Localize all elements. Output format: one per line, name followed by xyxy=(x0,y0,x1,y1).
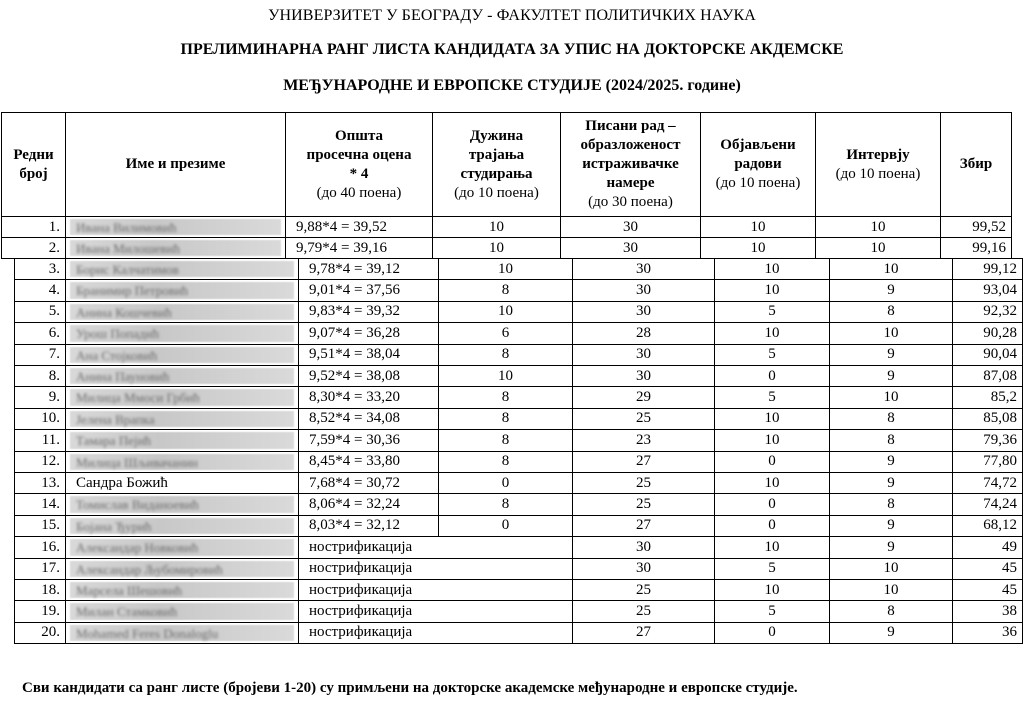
redacted-name-blur xyxy=(70,389,294,405)
cell-rank: 20. xyxy=(14,622,66,644)
cell-duration: 10 xyxy=(438,301,573,323)
column-header-interview xyxy=(815,112,941,217)
redacted-name-blur xyxy=(70,582,294,598)
redacted-name-blur xyxy=(70,539,294,555)
redacted-name-text: Бојана Ђурић xyxy=(76,518,152,534)
cell-duration: 8 xyxy=(438,344,573,366)
cell-published: 10 xyxy=(714,536,830,558)
cell-published: 10 xyxy=(700,216,816,238)
cell-gpa: 9,07*4 = 36,28 xyxy=(298,322,439,344)
candidate-name xyxy=(65,515,299,537)
redacted-name-blur xyxy=(70,219,281,235)
cell-paper: 30 xyxy=(572,558,715,580)
list-title: ПРЕЛИМИНАРНА РАНГ ЛИСТА КАНДИДАТА ЗА УПИС НА ДОКТОРСКЕ АКДЕМСКЕ xyxy=(180,41,844,58)
cell-interview: 10 xyxy=(829,558,953,580)
redacted-name-blur xyxy=(70,325,294,341)
redacted-name-blur xyxy=(70,368,294,384)
cell-rank: 7. xyxy=(14,344,66,366)
cell-total: 85,2 xyxy=(952,386,1023,408)
column-header-paper xyxy=(560,112,701,217)
cell-published: 0 xyxy=(714,493,830,515)
cell-published: 5 xyxy=(714,301,830,323)
cell-published: 0 xyxy=(714,515,830,537)
cell-rank: 2. xyxy=(1,237,66,259)
cell-interview: 10 xyxy=(815,237,941,259)
cell-published: 10 xyxy=(714,579,830,601)
cell-rank: 3. xyxy=(14,258,66,280)
redacted-name-text: Ана Стојковић xyxy=(76,347,158,363)
cell-gpa: 8,03*4 = 32,12 xyxy=(298,515,439,537)
cell-interview: 9 xyxy=(829,515,953,537)
cell-interview: 10 xyxy=(829,579,953,601)
column-header-rank-line: број xyxy=(19,165,48,182)
cell-rank: 8. xyxy=(14,365,66,387)
cell-gpa: нострификација xyxy=(298,622,573,644)
cell-paper: 30 xyxy=(560,237,701,259)
cell-duration: 6 xyxy=(438,322,573,344)
column-header-rank-line: Редни xyxy=(13,146,54,163)
cell-rank: 9. xyxy=(14,386,66,408)
cell-duration: 8 xyxy=(438,451,573,473)
cell-gpa: 7,59*4 = 30,36 xyxy=(298,429,439,451)
cell-interview: 9 xyxy=(829,622,953,644)
cell-paper: 25 xyxy=(572,579,715,601)
cell-published: 10 xyxy=(714,258,830,280)
redacted-name-text: Милица Ммоси Грбић xyxy=(76,390,200,406)
cell-total: 90,28 xyxy=(952,322,1023,344)
column-header-total-label: Збир xyxy=(959,156,993,172)
cell-total: 38 xyxy=(952,600,1023,622)
cell-total: 93,04 xyxy=(952,279,1023,301)
cell-total: 68,12 xyxy=(952,515,1023,537)
candidate-name xyxy=(65,237,286,259)
column-header-duration-line: трајања xyxy=(468,146,525,163)
cell-rank: 6. xyxy=(14,322,66,344)
cell-published: 0 xyxy=(714,365,830,387)
cell-rank: 15. xyxy=(14,515,66,537)
column-header-rank xyxy=(1,112,66,217)
candidate-name-text xyxy=(76,473,168,493)
cell-interview: 9 xyxy=(829,451,953,473)
cell-total: 74,24 xyxy=(952,493,1023,515)
cell-gpa: 9,52*4 = 38,08 xyxy=(298,365,439,387)
cell-gpa: нострификација xyxy=(298,536,573,558)
cell-rank: 13. xyxy=(14,472,66,494)
cell-duration: 0 xyxy=(438,472,573,494)
cell-paper: 28 xyxy=(572,322,715,344)
cell-total: 99,12 xyxy=(952,258,1023,280)
cell-total: 99,52 xyxy=(940,216,1012,238)
candidate-name xyxy=(65,472,299,494)
cell-rank: 4. xyxy=(14,279,66,301)
candidate-name xyxy=(65,258,299,280)
column-header-published-line: Објављени xyxy=(720,137,796,153)
column-header-name-label: Име и презиме xyxy=(125,156,226,172)
cell-paper: 25 xyxy=(572,408,715,430)
cell-paper: 29 xyxy=(572,386,715,408)
cell-duration: 10 xyxy=(432,216,561,238)
candidate-name xyxy=(65,579,299,601)
cell-duration: 10 xyxy=(438,365,573,387)
cell-paper: 27 xyxy=(572,622,715,644)
redacted-name-text: Ивана Милошевић xyxy=(76,241,180,256)
cell-total: 74,72 xyxy=(952,472,1023,494)
redacted-name-text: Александар Новковић xyxy=(76,540,199,556)
column-header-name xyxy=(65,112,286,217)
cell-published: 5 xyxy=(714,600,830,622)
redacted-name-text: Борис Калчатимов xyxy=(76,262,179,277)
cell-gpa: 9,79*4 = 39,16 xyxy=(285,237,433,259)
candidate-name xyxy=(65,622,299,644)
candidate-name xyxy=(65,344,299,366)
cell-gpa: 8,52*4 = 34,08 xyxy=(298,408,439,430)
redacted-name-text: Милан Стамковић xyxy=(76,604,178,620)
cell-gpa: нострификација xyxy=(298,579,573,601)
candidate-name xyxy=(65,408,299,430)
cell-total: 49 xyxy=(952,536,1023,558)
cell-duration: 8 xyxy=(438,279,573,301)
cell-interview: 10 xyxy=(829,258,953,280)
cell-published: 10 xyxy=(714,429,830,451)
column-header-paper-line: Писани рад – xyxy=(585,118,676,134)
redacted-name-text: Томислав Виданоевић xyxy=(76,497,199,513)
cell-total: 79,36 xyxy=(952,429,1023,451)
redacted-name-blur xyxy=(70,304,294,320)
cell-published: 0 xyxy=(714,622,830,644)
cell-gpa: нострификација xyxy=(298,600,573,622)
redacted-name-blur xyxy=(70,625,294,641)
cell-rank: 11. xyxy=(14,429,66,451)
cell-gpa: 9,01*4 = 37,56 xyxy=(298,279,439,301)
cell-rank: 14. xyxy=(14,493,66,515)
column-header-paper-note: (до 30 поена) xyxy=(588,194,673,210)
cell-total: 85,08 xyxy=(952,408,1023,430)
cell-interview: 9 xyxy=(829,365,953,387)
cell-total: 87,08 xyxy=(952,365,1023,387)
redacted-name-blur xyxy=(70,432,294,448)
cell-gpa: 8,45*4 = 33,80 xyxy=(298,451,439,473)
cell-rank: 19. xyxy=(14,600,66,622)
column-header-duration-line: студирања xyxy=(460,165,533,182)
cell-interview: 8 xyxy=(829,600,953,622)
redacted-name-blur xyxy=(70,411,294,427)
redacted-name-blur xyxy=(70,496,294,512)
candidate-name xyxy=(65,429,299,451)
redacted-name-text: Марсела Шешовић xyxy=(76,583,183,598)
cell-paper: 27 xyxy=(572,515,715,537)
column-header-total xyxy=(940,112,1012,217)
redacted-name-blur xyxy=(70,282,294,298)
cell-total: 45 xyxy=(952,579,1023,601)
candidate-name xyxy=(65,493,299,515)
cell-paper: 30 xyxy=(572,301,715,323)
cell-published: 5 xyxy=(714,344,830,366)
column-header-gpa-line: Општа xyxy=(334,127,384,144)
cell-paper: 30 xyxy=(572,365,715,387)
cell-rank: 12. xyxy=(14,451,66,473)
column-header-duration-note: (до 10 поена) xyxy=(454,184,539,201)
cell-duration: 8 xyxy=(438,386,573,408)
redacted-name-blur xyxy=(70,603,294,619)
cell-total: 36 xyxy=(952,622,1023,644)
cell-gpa: 8,06*4 = 32,24 xyxy=(298,493,439,515)
candidate-name xyxy=(65,451,299,473)
redacted-name-text: Ивана Вилимовић xyxy=(76,220,177,235)
cell-published: 10 xyxy=(714,279,830,301)
cell-duration: 10 xyxy=(438,258,573,280)
cell-paper: 30 xyxy=(572,279,715,301)
cell-interview: 9 xyxy=(829,279,953,301)
cell-rank: 16. xyxy=(14,536,66,558)
candidate-name xyxy=(65,536,299,558)
redacted-name-text: Милица Шљивачанин xyxy=(76,454,198,470)
cell-paper: 30 xyxy=(560,216,701,238)
column-header-published-line: радови xyxy=(734,156,782,172)
cell-total: 99,16 xyxy=(940,237,1012,259)
cell-published: 0 xyxy=(714,451,830,473)
column-header-gpa-line: просечна оцена xyxy=(306,146,412,163)
university-header: УНИВЕРЗИТЕТ У БЕОГРАДУ - ФАКУЛТЕТ ПОЛИТИЧКИХ НАУКА xyxy=(268,7,756,24)
cell-interview: 8 xyxy=(829,408,953,430)
cell-published: 10 xyxy=(700,237,816,259)
column-header-published-note: (до 10 поена) xyxy=(715,175,801,191)
candidate-name xyxy=(65,301,299,323)
candidate-name-value: Сандра Божић xyxy=(76,474,168,491)
cell-paper: 27 xyxy=(572,451,715,473)
cell-duration: 8 xyxy=(438,493,573,515)
redacted-name-blur xyxy=(70,561,294,577)
cell-published: 10 xyxy=(714,472,830,494)
list-subtitle: МЕЂУНАРОДНЕ И ЕВРОПСКЕ СТУДИЈЕ (2024/2025. године) xyxy=(283,77,741,94)
cell-paper: 30 xyxy=(572,344,715,366)
redacted-name-text: Бранимир Петровић xyxy=(76,283,189,299)
redacted-name-blur xyxy=(70,240,281,256)
redacted-name-text: Тамара Пејић xyxy=(76,433,152,449)
cell-duration: 0 xyxy=(438,515,573,537)
candidate-name xyxy=(65,279,299,301)
redacted-name-text: Јелена Врапка xyxy=(76,411,155,427)
cell-rank: 1. xyxy=(1,216,66,238)
candidate-name xyxy=(65,216,286,238)
cell-interview: 8 xyxy=(829,493,953,515)
cell-paper: 30 xyxy=(572,258,715,280)
column-header-interview-line: Интервју xyxy=(846,146,910,163)
cell-gpa: 9,88*4 = 39,52 xyxy=(285,216,433,238)
cell-rank: 5. xyxy=(14,301,66,323)
candidate-name xyxy=(65,322,299,344)
candidate-name xyxy=(65,600,299,622)
cell-published: 10 xyxy=(714,408,830,430)
column-header-duration-line: Дужина xyxy=(469,127,524,144)
column-header-paper-line: намере xyxy=(606,175,655,191)
cell-interview: 10 xyxy=(829,322,953,344)
cell-rank: 17. xyxy=(14,558,66,580)
cell-gpa: 9,78*4 = 39,12 xyxy=(298,258,439,280)
candidate-name xyxy=(65,558,299,580)
cell-interview: 10 xyxy=(815,216,941,238)
redacted-name-text: Анина Пауновић xyxy=(76,369,170,384)
cell-gpa: 9,51*4 = 38,04 xyxy=(298,344,439,366)
column-header-gpa-line: * 4 xyxy=(349,165,369,182)
column-header-published xyxy=(700,112,816,217)
cell-paper: 25 xyxy=(572,600,715,622)
redacted-name-text: Урош Попадић xyxy=(76,326,160,342)
cell-duration: 8 xyxy=(438,408,573,430)
cell-paper: 23 xyxy=(572,429,715,451)
cell-total: 90,04 xyxy=(952,344,1023,366)
cell-interview: 8 xyxy=(829,429,953,451)
cell-gpa: 9,83*4 = 39,32 xyxy=(298,301,439,323)
redacted-name-text: Анина Кошчевић xyxy=(76,304,172,320)
cell-duration: 10 xyxy=(432,237,561,259)
cell-interview: 10 xyxy=(829,386,953,408)
column-header-duration xyxy=(432,112,561,217)
redacted-name-text: Александар Љубомировић xyxy=(76,561,223,577)
column-header-gpa xyxy=(285,112,433,217)
cell-published: 5 xyxy=(714,386,830,408)
column-header-paper-line: истраживачке xyxy=(582,156,679,172)
column-header-paper-line: образложеност xyxy=(580,137,681,153)
cell-paper: 25 xyxy=(572,493,715,515)
cell-interview: 9 xyxy=(829,472,953,494)
cell-rank: 10. xyxy=(14,408,66,430)
redacted-name-blur xyxy=(70,518,294,534)
cell-interview: 9 xyxy=(829,536,953,558)
cell-total: 45 xyxy=(952,558,1023,580)
cell-interview: 8 xyxy=(829,301,953,323)
redacted-name-blur xyxy=(70,347,294,363)
footer-note: Сви кандидати са ранг листе (бројеви 1-20) су примљени на докторске академске међународне и европске студије. xyxy=(22,680,798,696)
cell-rank: 18. xyxy=(14,579,66,601)
cell-interview: 9 xyxy=(829,344,953,366)
cell-paper: 25 xyxy=(572,472,715,494)
candidate-name xyxy=(65,365,299,387)
column-header-interview-note: (до 10 поена) xyxy=(835,165,921,182)
candidate-name xyxy=(65,386,299,408)
cell-paper: 30 xyxy=(572,536,715,558)
cell-duration: 8 xyxy=(438,429,573,451)
cell-gpa: нострификација xyxy=(298,558,573,580)
cell-gpa: 7,68*4 = 30,72 xyxy=(298,472,439,494)
redacted-name-blur xyxy=(70,454,294,470)
cell-total: 77,80 xyxy=(952,451,1023,473)
redacted-name-blur xyxy=(70,261,294,277)
cell-gpa: 8,30*4 = 33,20 xyxy=(298,386,439,408)
cell-published: 10 xyxy=(714,322,830,344)
redacted-name-text: Mohamed Feres Donaloglu xyxy=(76,625,219,641)
column-header-gpa-note: (до 40 поена) xyxy=(316,184,402,201)
cell-published: 5 xyxy=(714,558,830,580)
cell-total: 92,32 xyxy=(952,301,1023,323)
